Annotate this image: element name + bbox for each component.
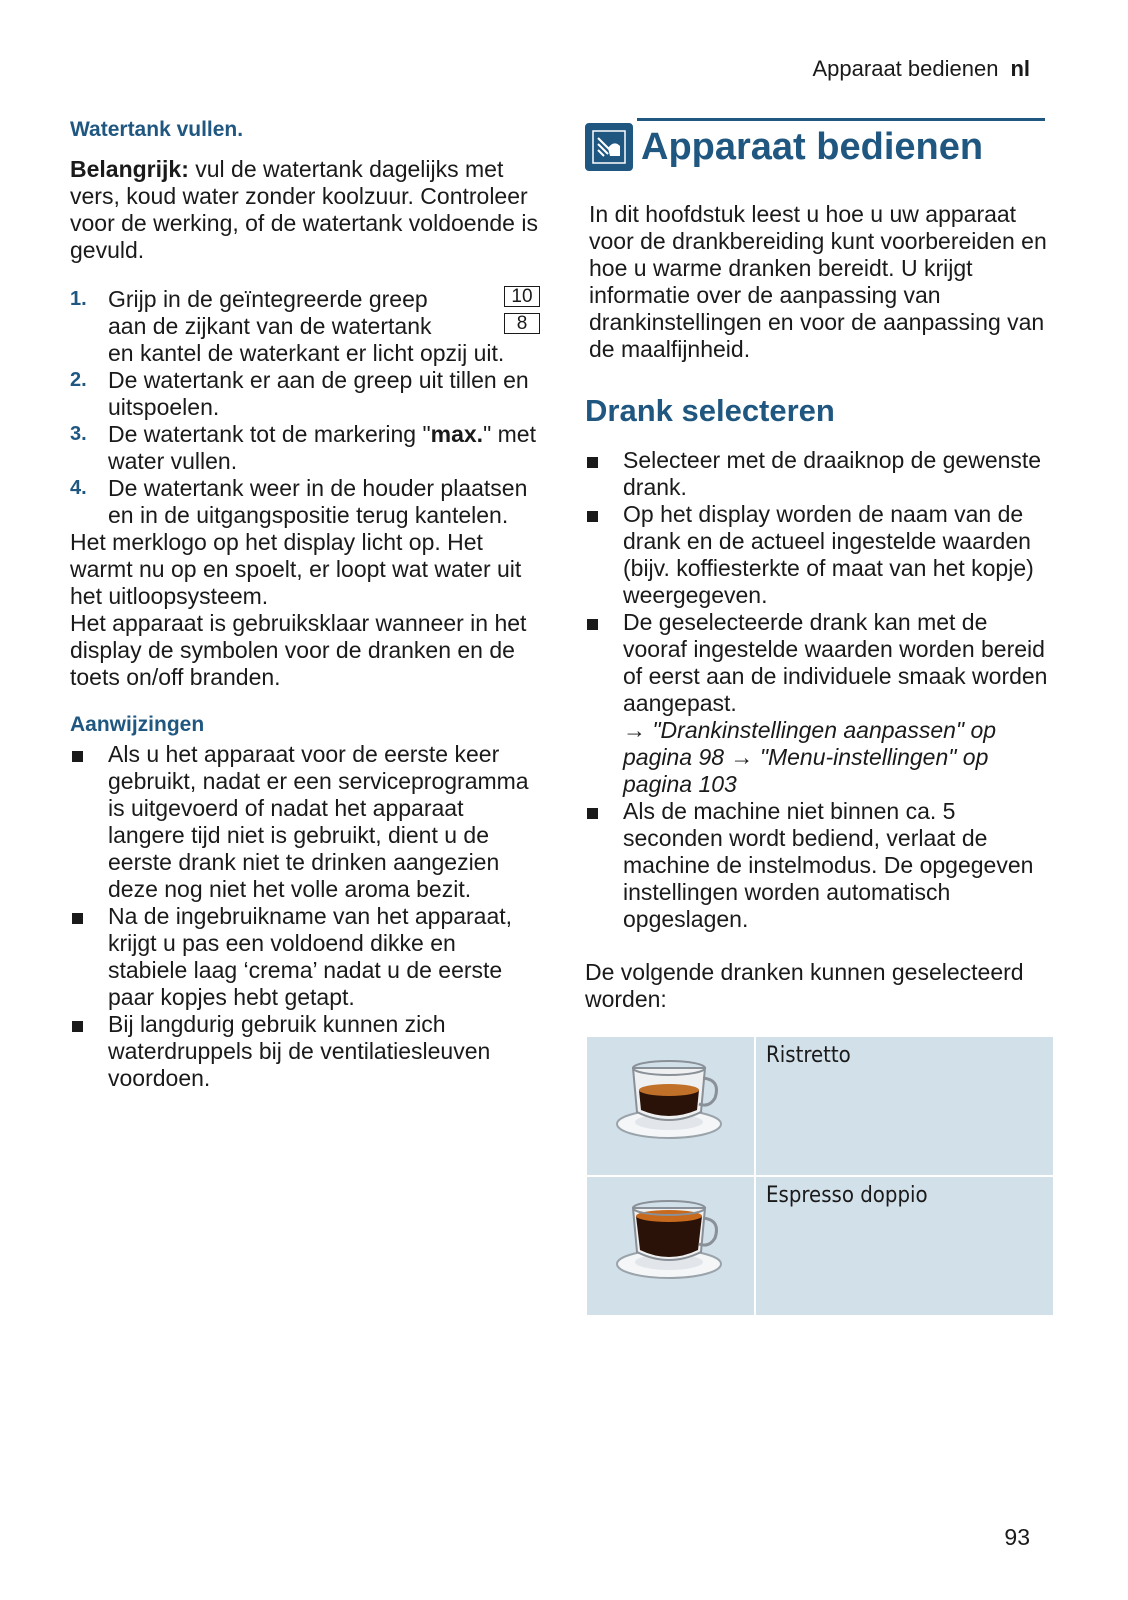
step-text: Grijp in de geïntegreerde greep bbox=[108, 286, 428, 312]
bullet-square-icon bbox=[72, 1021, 83, 1032]
section-heading: Drank selecteren bbox=[585, 393, 835, 428]
step-line bbox=[108, 286, 540, 313]
running-header-section: Apparaat bedienen bbox=[812, 56, 999, 81]
result-paragraph: Het merklogo op het display licht op. Het warmt nu op en spoelt, er loopt wat water uit het uitloopsysteem. bbox=[70, 529, 522, 609]
important-paragraph bbox=[70, 156, 540, 264]
step-text: " met water vullen. bbox=[108, 421, 536, 474]
step-item bbox=[70, 367, 540, 421]
note-text: Als u het apparaat voor de eerste keer gebruikt, nadat er een serviceprogramma is uitgevoerd of nadat het apparaat langere tijd niet is gebruikt, dient u de eerste drank niet te drinken aangezien deze nog niet het volle aroma bezit. bbox=[108, 741, 529, 902]
notes-heading: Aanwijzingen bbox=[70, 713, 205, 736]
drink-name: Espresso doppio bbox=[755, 1176, 1054, 1316]
important-text: vul de watertank dagelijks met vers, koud water zonder koolzuur. Controleer voor de werking, of de watertank voldoende is gevuld. bbox=[70, 156, 538, 263]
note-item bbox=[70, 741, 540, 903]
bullet-square-icon bbox=[72, 751, 83, 762]
step-number: 2. bbox=[70, 369, 87, 391]
step-number: 3. bbox=[70, 423, 87, 445]
ristretto-cup-icon bbox=[611, 1038, 731, 1148]
step-line bbox=[108, 313, 540, 340]
title-rule bbox=[637, 118, 1045, 121]
steps-list bbox=[70, 286, 540, 529]
list-item-text: De geselecteerde drank kan met de vooraf ingestelde waarden worden bereid of eerst aan de individuele smaak worden aangepast. bbox=[623, 609, 1048, 716]
chapter-title-row bbox=[585, 123, 1055, 171]
step-item bbox=[70, 421, 540, 475]
note-text: Na de ingebruikname van het apparaat, krijgt u pas een voldoend dikke en stabiele laag ‘crema’ nadat u de eerste paar kopjes hebt getapt. bbox=[108, 903, 513, 1010]
chapter-title: Apparaat bedienen bbox=[641, 125, 984, 168]
step-text: De watertank weer in de houder plaatsen en in de uitgangspositie terug kantelen. bbox=[108, 475, 528, 528]
select-list bbox=[585, 447, 1055, 933]
language-code: nl bbox=[1010, 56, 1030, 81]
step-item bbox=[70, 286, 540, 367]
list-item bbox=[585, 798, 1055, 933]
bullet-square-icon bbox=[587, 457, 598, 468]
list-item bbox=[585, 609, 1055, 798]
cross-reference[interactable]: → "Drankinstellingen aanpassen" op pagina 98 → "Menu-instellingen" op pagina 103 bbox=[623, 717, 997, 797]
espresso-doppio-cup-icon bbox=[611, 1178, 731, 1288]
right-column bbox=[585, 118, 1055, 1317]
important-label: Belangrijk: bbox=[70, 156, 189, 182]
step-text: aan de zijkant van de watertank bbox=[108, 313, 432, 339]
running-header bbox=[813, 56, 1031, 82]
table-row bbox=[586, 1176, 1054, 1316]
note-item bbox=[70, 1011, 540, 1092]
step-text: De watertank er aan de greep uit tillen en uitspoelen. bbox=[108, 367, 529, 420]
drinks-table bbox=[585, 1035, 1055, 1317]
watertank-heading: Watertank vullen. bbox=[70, 118, 244, 141]
bullet-square-icon bbox=[72, 913, 83, 924]
step-number: 4. bbox=[70, 477, 87, 499]
list-item bbox=[585, 447, 1055, 501]
step-text: en kantel de waterkant er licht opzij uit. bbox=[108, 340, 505, 366]
list-item-text: Op het display worden de naam van de drank en de actueel ingestelde waarden (bijv. koffiesterkte of maat van het kopje) weergegeven. bbox=[623, 501, 1034, 608]
hand-operate-icon bbox=[585, 123, 633, 171]
drinks-intro: De volgende dranken kunnen geselecteerd worden: bbox=[585, 959, 1024, 1012]
drink-name: Ristretto bbox=[755, 1036, 1054, 1176]
intro-paragraph: In dit hoofdstuk leest u hoe u uw apparaat voor de drankbereiding kunt voorbereiden en hoe u warme dranken bereidt. U krijgt informatie over de aanpassing van drankinstellingen en voor de aanpassing van de maalfijnheid. bbox=[589, 201, 1047, 362]
part-reference: 8 bbox=[504, 313, 540, 334]
part-reference: 10 bbox=[504, 286, 540, 307]
drink-image-cell bbox=[586, 1036, 755, 1176]
bullet-square-icon bbox=[587, 511, 598, 522]
ready-paragraph: Het apparaat is gebruiksklaar wanneer in het display de symbolen voor de dranken en de toets on/off branden. bbox=[70, 610, 527, 690]
list-item-text: Selecteer met de draaiknop de gewenste drank. bbox=[623, 447, 1042, 500]
page-number: 93 bbox=[1004, 1524, 1030, 1550]
step-text-bold: max. bbox=[430, 421, 484, 447]
note-item bbox=[70, 903, 540, 1011]
table-row bbox=[586, 1036, 1054, 1176]
list-item-text: Als de machine niet binnen ca. 5 seconden wordt bediend, verlaat de machine de instelmodus. De opgegeven instellingen worden automatisch opgeslagen. bbox=[623, 798, 1034, 932]
bullet-square-icon bbox=[587, 619, 598, 630]
drink-image-cell bbox=[586, 1176, 755, 1316]
left-column bbox=[70, 118, 540, 1092]
step-text: De watertank tot de markering " bbox=[108, 421, 431, 447]
list-item bbox=[585, 501, 1055, 609]
bullet-square-icon bbox=[587, 808, 598, 819]
step-item bbox=[70, 475, 540, 529]
step-number: 1. bbox=[70, 288, 87, 310]
note-text: Bij langdurig gebruik kunnen zich waterdruppels bij de ventilatiesleuven voordoen. bbox=[108, 1011, 491, 1091]
notes-list bbox=[70, 741, 540, 1092]
